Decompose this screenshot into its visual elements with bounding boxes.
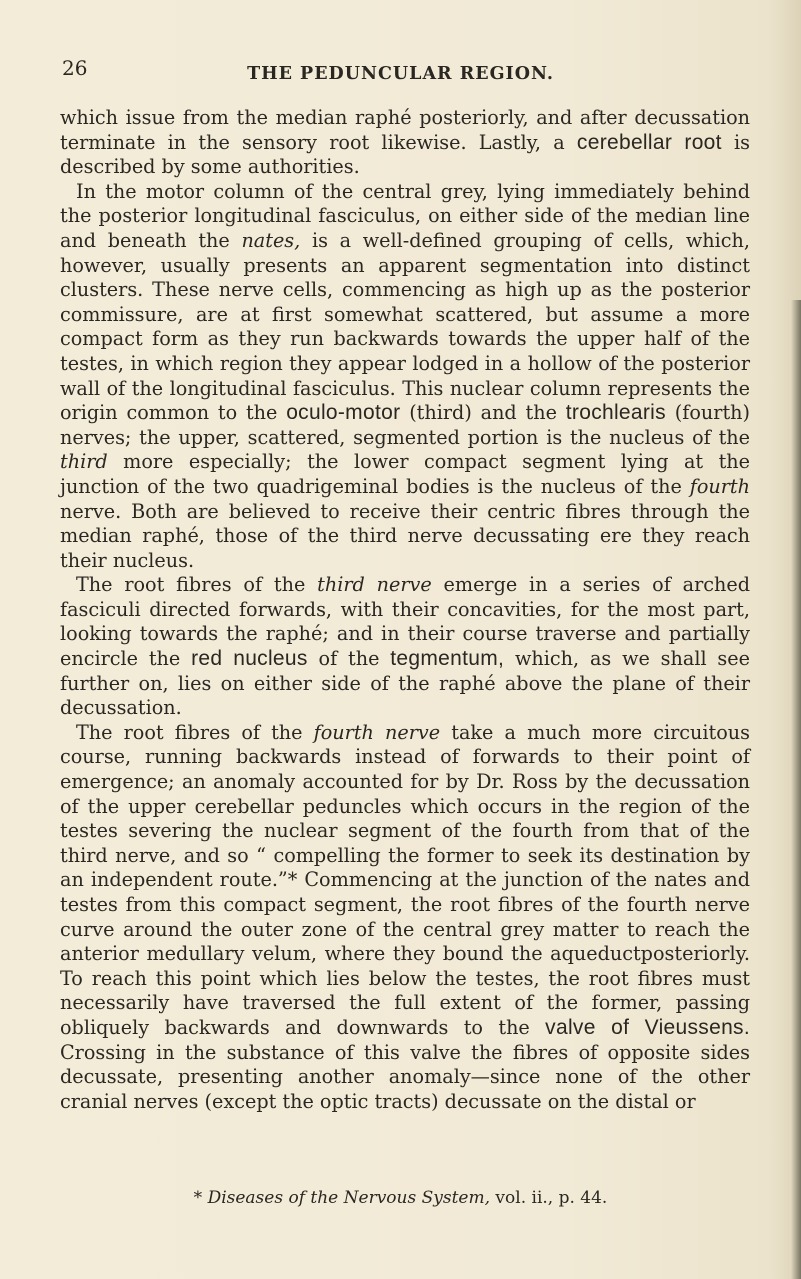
italic-fourth: fourth	[689, 474, 750, 498]
page-number: 26	[62, 56, 88, 80]
term-tegmentum: tegmentum,	[390, 647, 505, 671]
running-head: THE PEDUNCULAR REGION.	[247, 64, 554, 84]
paragraph-3: The root fibres of the third nerve emerge in a series of arched fasciculi directed forwards, with their concavities, for the most part, looking towards the raphé; and in their course traverse and partially encircle the red nucleus of the tegmentum, which, as we shall see further on, lies on either side of the raphé above the plane of their decussation.	[60, 573, 750, 720]
binding-shadow	[791, 300, 801, 1279]
body-text	[60, 106, 750, 1114]
italic-third: third	[60, 450, 108, 474]
term-trochlearis: trochlearis	[565, 401, 666, 425]
paragraph-2: In the motor column of the central grey, lying immediately behind the posterior longitudinal fasciculus, on either side of the median line and beneath the nates, is a well-defined grouping of cells, which, however, usually presents an apparent segmentation into distinct clusters. These nerve cells, commencing as high up as the posterior commissure, are at first somewhat scattered, but assume a more compact form as they run backwards towards the upper half of the testes, in which region they appear lodged in a hollow of the posterior wall of the longitudinal fasciculus. This nuclear column represents the origin common to the oculo-motor (third) and the trochlearis (fourth) nerves; the upper, scattered, segmented portion is the nucleus of the third more especially; the lower compact segment lying at the junction of the two quadrigeminal bodies is the nucleus of the fourth nerve. Both are believed to receive their centric fibres through the median raphé, those of the third nerve decussating ere they reach their nucleus.	[60, 179, 750, 572]
footnote: * Diseases of the Nervous System, vol. ii., p. 44.	[193, 1188, 608, 1208]
italic-third-nerve: third nerve	[317, 573, 432, 597]
italic-nates: nates,	[241, 228, 301, 252]
term-red-nucleus: red nucleus	[191, 647, 308, 671]
footnote-title: Diseases of the Nervous System,	[207, 1188, 491, 1208]
paragraph-1: which issue from the median raphé posteriorly, and after decussation terminate in the sensory root likewise. Lastly, a cerebellar root is described by some authorities.	[60, 106, 750, 179]
paragraph-4: The root fibres of the fourth nerve take a much more circuitous course, running backwards instead of forwards to their point of emergence; an anomaly accounted for by Dr. Ross by the decussation of the upper cerebellar peduncles which occurs in the region of the testes severing the nuclear segment of the fourth from that of the third nerve, and so “ compelling the former to seek its destination by an independent route.”* Commencing at the junction of the nates and testes from this compact segment, the root fibres of the fourth nerve curve around the outer zone of the central grey matter to reach the anterior medullary velum, where they bound the aqueductposteriorly. To reach this point which lies below the testes, the root fibres must necessarily have traversed the full extent of the former, passing obliquely backwards and downwards to the valve of Vieussens. Crossing in the substance of this valve the fibres of opposite sides decussate, presenting another anomaly—since none of the other cranial nerves (except the optic tracts) decussate on the distal or	[60, 720, 751, 1113]
term-oculo-motor: oculo-motor	[286, 401, 401, 425]
term-cerebellar-root: cerebellar root	[576, 130, 722, 154]
term-valve-of-vieussens: valve of Vieussens.	[545, 1015, 750, 1039]
italic-fourth-nerve: fourth nerve	[313, 720, 441, 744]
